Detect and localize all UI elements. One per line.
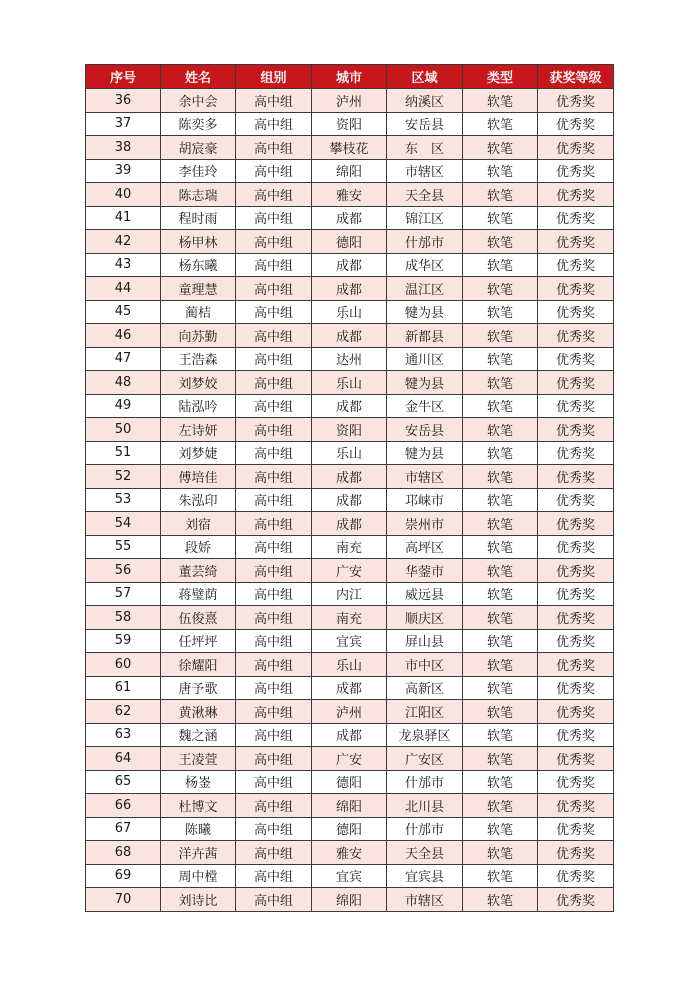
cell-col-type: 软笔	[463, 770, 538, 794]
cell-col-type: 软笔	[463, 582, 538, 606]
cell-col-group: 高中组	[236, 864, 312, 888]
cell-col-type: 软笔	[463, 535, 538, 559]
cell-col-type: 软笔	[463, 277, 538, 301]
cell-col-group: 高中组	[236, 112, 312, 136]
cell-col-type: 软笔	[463, 347, 538, 371]
cell-col-area: 纳溪区	[387, 89, 463, 113]
cell-col-city: 南充	[312, 535, 387, 559]
table-row	[86, 324, 614, 348]
cell-col-award: 优秀奖	[538, 418, 614, 442]
cell-col-name: 王浩森	[161, 347, 236, 371]
cell-col-city: 雅安	[312, 183, 387, 207]
table-row	[86, 112, 614, 136]
cell-col-name: 任坪坪	[161, 629, 236, 653]
cell-col-name: 傅培佳	[161, 465, 236, 489]
cell-col-serial: 59	[86, 629, 161, 653]
table-body	[86, 89, 614, 912]
table-row	[86, 841, 614, 865]
cell-col-city: 乐山	[312, 441, 387, 465]
cell-col-name: 伍俊熹	[161, 606, 236, 630]
cell-col-group: 高中组	[236, 488, 312, 512]
cell-col-serial: 40	[86, 183, 161, 207]
cell-col-area: 江阳区	[387, 700, 463, 724]
cell-col-city: 雅安	[312, 841, 387, 865]
cell-col-area: 安岳县	[387, 112, 463, 136]
cell-col-area: 什邡市	[387, 817, 463, 841]
table-row	[86, 230, 614, 254]
cell-col-award: 优秀奖	[538, 770, 614, 794]
table-row	[86, 488, 614, 512]
cell-col-area: 什邡市	[387, 230, 463, 254]
table-row	[86, 653, 614, 677]
cell-col-award: 优秀奖	[538, 324, 614, 348]
cell-col-type: 软笔	[463, 159, 538, 183]
cell-col-group: 高中组	[236, 371, 312, 395]
table-row	[86, 347, 614, 371]
cell-col-name: 杨崟	[161, 770, 236, 794]
cell-col-award: 优秀奖	[538, 653, 614, 677]
cell-col-type: 软笔	[463, 559, 538, 583]
cell-col-award: 优秀奖	[538, 394, 614, 418]
cell-col-type: 软笔	[463, 512, 538, 536]
cell-col-city: 成都	[312, 324, 387, 348]
header-col-award: 获奖等级	[538, 65, 614, 89]
table-row	[86, 253, 614, 277]
cell-col-award: 优秀奖	[538, 441, 614, 465]
table-row	[86, 183, 614, 207]
cell-col-award: 优秀奖	[538, 606, 614, 630]
cell-col-city: 成都	[312, 277, 387, 301]
header-col-area: 区域	[387, 65, 463, 89]
cell-col-type: 软笔	[463, 817, 538, 841]
cell-col-city: 攀枝花	[312, 136, 387, 160]
cell-col-area: 犍为县	[387, 371, 463, 395]
table-row	[86, 676, 614, 700]
cell-col-city: 德阳	[312, 770, 387, 794]
cell-col-type: 软笔	[463, 136, 538, 160]
cell-col-serial: 43	[86, 253, 161, 277]
cell-col-area: 广安区	[387, 747, 463, 771]
cell-col-group: 高中组	[236, 418, 312, 442]
cell-col-serial: 51	[86, 441, 161, 465]
cell-col-area: 锦江区	[387, 206, 463, 230]
cell-col-award: 优秀奖	[538, 183, 614, 207]
cell-col-name: 刘梦婕	[161, 441, 236, 465]
cell-col-name: 李佳玲	[161, 159, 236, 183]
cell-col-area: 华蓥市	[387, 559, 463, 583]
cell-col-area: 犍为县	[387, 441, 463, 465]
cell-col-area: 崇州市	[387, 512, 463, 536]
cell-col-award: 优秀奖	[538, 159, 614, 183]
cell-col-award: 优秀奖	[538, 347, 614, 371]
cell-col-group: 高中组	[236, 700, 312, 724]
cell-col-group: 高中组	[236, 512, 312, 536]
cell-col-group: 高中组	[236, 277, 312, 301]
cell-col-type: 软笔	[463, 700, 538, 724]
cell-col-city: 泸州	[312, 89, 387, 113]
cell-col-serial: 60	[86, 653, 161, 677]
cell-col-city: 宜宾	[312, 864, 387, 888]
cell-col-award: 优秀奖	[538, 512, 614, 536]
table-row	[86, 559, 614, 583]
cell-col-city: 广安	[312, 747, 387, 771]
table-row	[86, 747, 614, 771]
cell-col-area: 市辖区	[387, 465, 463, 489]
cell-col-group: 高中组	[236, 582, 312, 606]
cell-col-city: 广安	[312, 559, 387, 583]
cell-col-type: 软笔	[463, 371, 538, 395]
cell-col-group: 高中组	[236, 794, 312, 818]
cell-col-type: 软笔	[463, 465, 538, 489]
cell-col-type: 软笔	[463, 841, 538, 865]
cell-col-serial: 41	[86, 206, 161, 230]
table-row	[86, 394, 614, 418]
cell-col-city: 资阳	[312, 112, 387, 136]
table-row	[86, 465, 614, 489]
cell-col-type: 软笔	[463, 747, 538, 771]
cell-col-type: 软笔	[463, 418, 538, 442]
cell-col-serial: 39	[86, 159, 161, 183]
cell-col-award: 优秀奖	[538, 136, 614, 160]
cell-col-group: 高中组	[236, 394, 312, 418]
cell-col-area: 安岳县	[387, 418, 463, 442]
cell-col-group: 高中组	[236, 559, 312, 583]
cell-col-group: 高中组	[236, 253, 312, 277]
cell-col-serial: 37	[86, 112, 161, 136]
cell-col-city: 达州	[312, 347, 387, 371]
cell-col-area: 高新区	[387, 676, 463, 700]
header-col-name: 姓名	[161, 65, 236, 89]
cell-col-area: 温江区	[387, 277, 463, 301]
cell-col-type: 软笔	[463, 629, 538, 653]
table-row	[86, 441, 614, 465]
cell-col-award: 优秀奖	[538, 559, 614, 583]
cell-col-type: 软笔	[463, 888, 538, 912]
cell-col-city: 泸州	[312, 700, 387, 724]
cell-col-award: 优秀奖	[538, 300, 614, 324]
cell-col-award: 优秀奖	[538, 112, 614, 136]
header-col-serial: 序号	[86, 65, 161, 89]
cell-col-type: 软笔	[463, 676, 538, 700]
cell-col-group: 高中组	[236, 441, 312, 465]
cell-col-area: 邛崃市	[387, 488, 463, 512]
cell-col-area: 市辖区	[387, 159, 463, 183]
cell-col-area: 高坪区	[387, 535, 463, 559]
cell-col-city: 成都	[312, 723, 387, 747]
cell-col-award: 优秀奖	[538, 253, 614, 277]
cell-col-serial: 70	[86, 888, 161, 912]
cell-col-name: 朱泓印	[161, 488, 236, 512]
cell-col-serial: 55	[86, 535, 161, 559]
table-row	[86, 300, 614, 324]
cell-col-serial: 44	[86, 277, 161, 301]
cell-col-type: 软笔	[463, 89, 538, 113]
cell-col-city: 乐山	[312, 653, 387, 677]
cell-col-award: 优秀奖	[538, 488, 614, 512]
cell-col-type: 软笔	[463, 300, 538, 324]
table-row	[86, 277, 614, 301]
cell-col-city: 绵阳	[312, 159, 387, 183]
cell-col-serial: 58	[86, 606, 161, 630]
cell-col-group: 高中组	[236, 676, 312, 700]
cell-col-award: 优秀奖	[538, 723, 614, 747]
table-row	[86, 136, 614, 160]
cell-col-serial: 45	[86, 300, 161, 324]
table-row	[86, 89, 614, 113]
cell-col-area: 东 区	[387, 136, 463, 160]
table-row	[86, 512, 614, 536]
cell-col-type: 软笔	[463, 206, 538, 230]
cell-col-serial: 65	[86, 770, 161, 794]
cell-col-name: 童理慧	[161, 277, 236, 301]
cell-col-serial: 54	[86, 512, 161, 536]
cell-col-group: 高中组	[236, 888, 312, 912]
cell-col-city: 绵阳	[312, 794, 387, 818]
cell-col-award: 优秀奖	[538, 465, 614, 489]
cell-col-area: 成华区	[387, 253, 463, 277]
cell-col-award: 优秀奖	[538, 89, 614, 113]
cell-col-award: 优秀奖	[538, 676, 614, 700]
cell-col-area: 市中区	[387, 653, 463, 677]
cell-col-name: 程时雨	[161, 206, 236, 230]
cell-col-award: 优秀奖	[538, 841, 614, 865]
table-header-row	[86, 65, 614, 89]
table-row	[86, 794, 614, 818]
cell-col-name: 段娇	[161, 535, 236, 559]
cell-col-area: 北川县	[387, 794, 463, 818]
table-row	[86, 371, 614, 395]
cell-col-area: 天全县	[387, 183, 463, 207]
cell-col-type: 软笔	[463, 488, 538, 512]
cell-col-name: 蔺桔	[161, 300, 236, 324]
cell-col-serial: 63	[86, 723, 161, 747]
cell-col-serial: 64	[86, 747, 161, 771]
cell-col-type: 软笔	[463, 606, 538, 630]
cell-col-name: 董芸绮	[161, 559, 236, 583]
cell-col-group: 高中组	[236, 300, 312, 324]
cell-col-city: 内江	[312, 582, 387, 606]
header-col-city: 城市	[312, 65, 387, 89]
cell-col-type: 软笔	[463, 183, 538, 207]
cell-col-serial: 50	[86, 418, 161, 442]
cell-col-area: 天全县	[387, 841, 463, 865]
cell-col-serial: 49	[86, 394, 161, 418]
cell-col-name: 杨甲林	[161, 230, 236, 254]
cell-col-award: 优秀奖	[538, 582, 614, 606]
cell-col-name: 蒋璧荫	[161, 582, 236, 606]
table-row	[86, 535, 614, 559]
table-row	[86, 888, 614, 912]
cell-col-name: 胡宸豪	[161, 136, 236, 160]
cell-col-name: 杨东曦	[161, 253, 236, 277]
cell-col-group: 高中组	[236, 606, 312, 630]
cell-col-name: 向苏勤	[161, 324, 236, 348]
cell-col-area: 通川区	[387, 347, 463, 371]
cell-col-award: 优秀奖	[538, 864, 614, 888]
cell-col-area: 市辖区	[387, 888, 463, 912]
cell-col-group: 高中组	[236, 817, 312, 841]
table-row	[86, 418, 614, 442]
cell-col-group: 高中组	[236, 465, 312, 489]
cell-col-group: 高中组	[236, 206, 312, 230]
table-row	[86, 159, 614, 183]
cell-col-name: 陈曦	[161, 817, 236, 841]
cell-col-city: 成都	[312, 206, 387, 230]
cell-col-area: 金牛区	[387, 394, 463, 418]
cell-col-name: 刘诗比	[161, 888, 236, 912]
cell-col-type: 软笔	[463, 324, 538, 348]
cell-col-area: 威远县	[387, 582, 463, 606]
cell-col-name: 左诗妍	[161, 418, 236, 442]
table-row	[86, 817, 614, 841]
cell-col-award: 优秀奖	[538, 206, 614, 230]
cell-col-serial: 62	[86, 700, 161, 724]
cell-col-city: 成都	[312, 394, 387, 418]
cell-col-name: 杜博文	[161, 794, 236, 818]
cell-col-award: 优秀奖	[538, 230, 614, 254]
cell-col-name: 洋卉茜	[161, 841, 236, 865]
cell-col-city: 乐山	[312, 371, 387, 395]
cell-col-award: 优秀奖	[538, 535, 614, 559]
cell-col-award: 优秀奖	[538, 794, 614, 818]
table-row	[86, 582, 614, 606]
cell-col-serial: 52	[86, 465, 161, 489]
cell-col-city: 德阳	[312, 817, 387, 841]
cell-col-group: 高中组	[236, 653, 312, 677]
cell-col-city: 成都	[312, 253, 387, 277]
cell-col-group: 高中组	[236, 747, 312, 771]
cell-col-award: 优秀奖	[538, 888, 614, 912]
cell-col-city: 宜宾	[312, 629, 387, 653]
cell-col-serial: 68	[86, 841, 161, 865]
table-row	[86, 770, 614, 794]
cell-col-group: 高中组	[236, 770, 312, 794]
cell-col-type: 软笔	[463, 230, 538, 254]
cell-col-area: 宜宾县	[387, 864, 463, 888]
cell-col-area: 顺庆区	[387, 606, 463, 630]
table-row	[86, 864, 614, 888]
cell-col-group: 高中组	[236, 629, 312, 653]
cell-col-group: 高中组	[236, 841, 312, 865]
cell-col-serial: 42	[86, 230, 161, 254]
cell-col-serial: 47	[86, 347, 161, 371]
cell-col-serial: 53	[86, 488, 161, 512]
cell-col-name: 魏之涵	[161, 723, 236, 747]
cell-col-area: 犍为县	[387, 300, 463, 324]
cell-col-type: 软笔	[463, 253, 538, 277]
cell-col-serial: 48	[86, 371, 161, 395]
cell-col-group: 高中组	[236, 723, 312, 747]
cell-col-serial: 57	[86, 582, 161, 606]
cell-col-type: 软笔	[463, 441, 538, 465]
cell-col-serial: 46	[86, 324, 161, 348]
cell-col-serial: 67	[86, 817, 161, 841]
cell-col-type: 软笔	[463, 864, 538, 888]
cell-col-group: 高中组	[236, 159, 312, 183]
cell-col-city: 成都	[312, 512, 387, 536]
table-row	[86, 723, 614, 747]
cell-col-award: 优秀奖	[538, 371, 614, 395]
cell-col-group: 高中组	[236, 136, 312, 160]
cell-col-type: 软笔	[463, 653, 538, 677]
cell-col-award: 优秀奖	[538, 277, 614, 301]
table-row	[86, 606, 614, 630]
cell-col-serial: 69	[86, 864, 161, 888]
cell-col-name: 刘梦姣	[161, 371, 236, 395]
cell-col-group: 高中组	[236, 324, 312, 348]
table-row	[86, 206, 614, 230]
cell-col-city: 南充	[312, 606, 387, 630]
cell-col-group: 高中组	[236, 535, 312, 559]
cell-col-name: 余中会	[161, 89, 236, 113]
cell-col-group: 高中组	[236, 89, 312, 113]
cell-col-name: 陈志瑞	[161, 183, 236, 207]
cell-col-serial: 36	[86, 89, 161, 113]
cell-col-name: 陈奕多	[161, 112, 236, 136]
table-row	[86, 629, 614, 653]
cell-col-name: 周中樘	[161, 864, 236, 888]
cell-col-area: 龙泉驿区	[387, 723, 463, 747]
cell-col-city: 成都	[312, 488, 387, 512]
header-col-group: 组别	[236, 65, 312, 89]
cell-col-city: 资阳	[312, 418, 387, 442]
cell-col-award: 优秀奖	[538, 747, 614, 771]
cell-col-name: 陆泓吟	[161, 394, 236, 418]
cell-col-serial: 56	[86, 559, 161, 583]
cell-col-area: 屏山县	[387, 629, 463, 653]
cell-col-type: 软笔	[463, 112, 538, 136]
cell-col-type: 软笔	[463, 723, 538, 747]
cell-col-serial: 38	[86, 136, 161, 160]
cell-col-name: 刘宿	[161, 512, 236, 536]
cell-col-city: 成都	[312, 465, 387, 489]
cell-col-area: 新都县	[387, 324, 463, 348]
cell-col-city: 成都	[312, 676, 387, 700]
header-col-type: 类型	[463, 65, 538, 89]
cell-col-city: 绵阳	[312, 888, 387, 912]
cell-col-award: 优秀奖	[538, 629, 614, 653]
cell-col-city: 德阳	[312, 230, 387, 254]
cell-col-award: 优秀奖	[538, 700, 614, 724]
cell-col-group: 高中组	[236, 230, 312, 254]
table-row	[86, 700, 614, 724]
cell-col-serial: 66	[86, 794, 161, 818]
cell-col-group: 高中组	[236, 183, 312, 207]
cell-col-name: 王凌萱	[161, 747, 236, 771]
cell-col-group: 高中组	[236, 347, 312, 371]
cell-col-type: 软笔	[463, 794, 538, 818]
award-results-table	[85, 64, 614, 912]
cell-col-name: 徐耀阳	[161, 653, 236, 677]
cell-col-award: 优秀奖	[538, 817, 614, 841]
cell-col-name: 黄湫琳	[161, 700, 236, 724]
cell-col-serial: 61	[86, 676, 161, 700]
cell-col-city: 乐山	[312, 300, 387, 324]
cell-col-name: 唐予歌	[161, 676, 236, 700]
cell-col-area: 什邡市	[387, 770, 463, 794]
cell-col-type: 软笔	[463, 394, 538, 418]
